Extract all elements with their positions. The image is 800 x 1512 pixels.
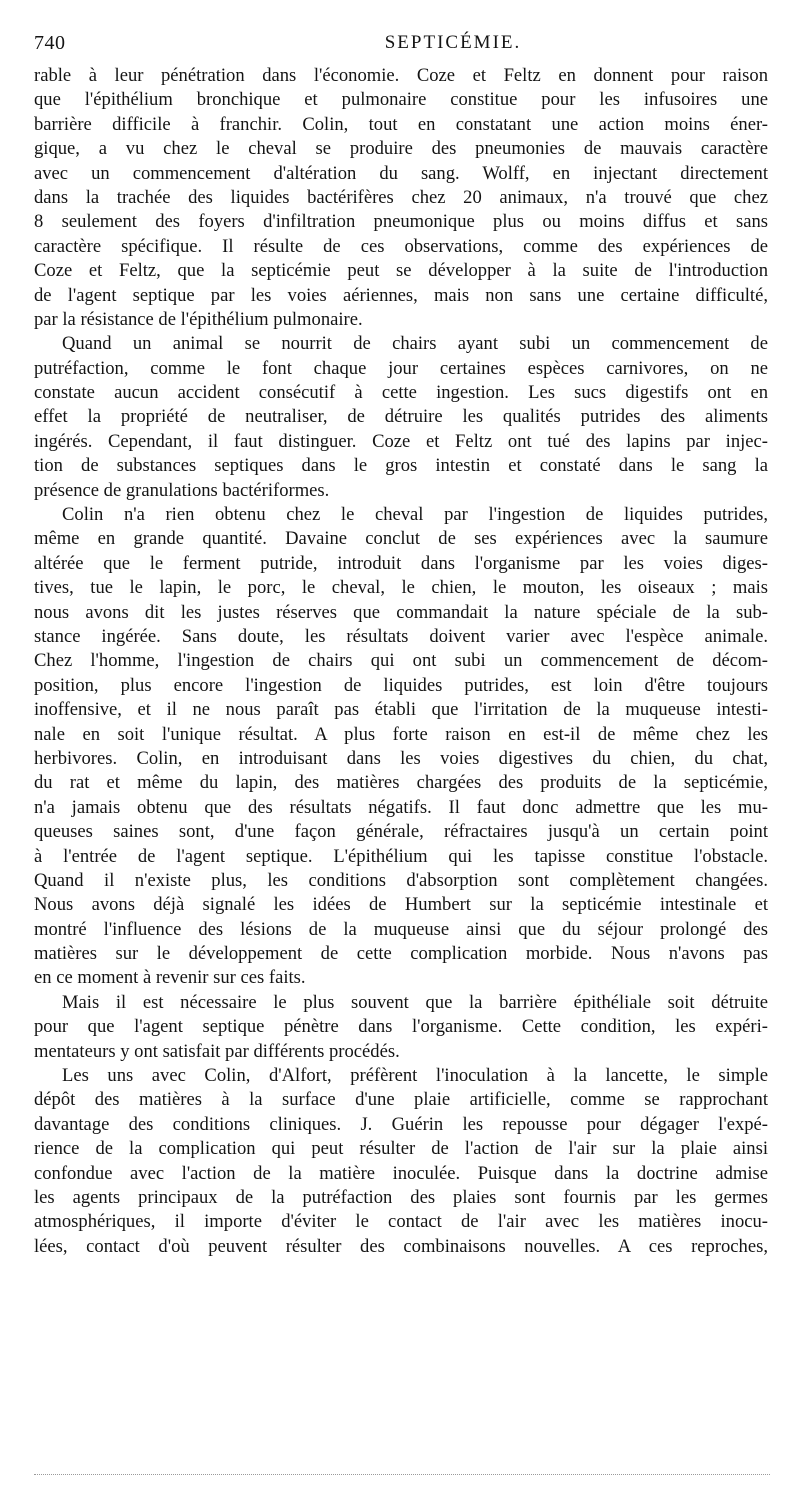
text-line: les agents principaux de la putréfaction des plaies sont fournis par les germes [34, 1186, 768, 1208]
text-line: de l'agent septique par les voies aériennes, mais non sans une certaine difficulté, [34, 284, 768, 306]
text-line: dans la trachée des liquides bactérifères chez 20 animaux, n'a trouvé que chez [34, 186, 768, 208]
text-line: avec un commencement d'altération du sang. Wolff, en injectant directement [34, 162, 768, 184]
text-line: effet la propriété de neutraliser, de détruire les qualités putrides des aliments [34, 406, 768, 428]
text-line: position, plus encore l'ingestion de liquides putrides, est loin d'être toujours [34, 674, 768, 696]
text-line: davantage des conditions cliniques. J. Guérin les repousse pour dégager l'expé- [34, 1113, 768, 1135]
running-title: SEPTICÉMIE. [384, 32, 522, 53]
text-line: Nous avons déjà signalé les idées de Humbert sur la septicémie intestinale et [34, 894, 768, 916]
text-line: confondue avec l'action de la matière inoculée. Puisque dans la doctrine admise [34, 1162, 768, 1184]
text-line: tives, tue le lapin, le porc, le cheval, le chien, le mouton, les oiseaux ; mais [34, 577, 768, 599]
text-line: nale en soit l'unique résultat. A plus forte raison en est-il de même chez les [34, 723, 768, 745]
text-line: dépôt des matières à la surface d'une plaie artificielle, comme se rapprochant [34, 1089, 768, 1111]
text-line: queuses saines sont, d'une façon générale, réfractaires jusqu'à un certain point [34, 821, 768, 843]
text-line: présence de granulations bactériformes. [34, 479, 330, 501]
text-line: herbivores. Colin, en introduisant dans les voies digestives du chien, du chat, [34, 747, 768, 769]
page-number: 740 [34, 32, 66, 54]
text-line: gique, a vu chez le cheval se produire des pneumonies de mauvais caractère [34, 138, 768, 160]
text-line: Mais il est nécessaire le plus souvent que la barrière épithéliale soit détruite [62, 991, 768, 1013]
text-line: du rat et même du lapin, des matières chargées des produits de la septicémie, [34, 772, 768, 794]
text-line: barrière difficile à franchir. Colin, tout en constatant une action moins éner- [34, 113, 768, 135]
text-line: montré l'influence des lésions de la muqueuse ainsi que du séjour prolongé des [34, 918, 768, 940]
text-line: à l'entrée de l'agent septique. L'épithélium qui les tapisse constitue l'obstacle. [34, 845, 768, 867]
text-line: tion de substances septiques dans le gros intestin et constaté dans le sang la [34, 455, 768, 477]
text-line: même en grande quantité. Davaine conclut de ses expériences avec la saumure [34, 528, 768, 550]
text-line: Chez l'homme, l'ingestion de chairs qui ont subi un commencement de décom- [34, 650, 768, 672]
text-line: altérée que le ferment putride, introduit dans l'organisme par les voies diges- [34, 552, 768, 574]
text-line: pour que l'agent septique pénètre dans l'organisme. Cette condition, les expéri- [34, 1016, 768, 1038]
bottom-dotted-rule [34, 1474, 770, 1475]
text-line: rable à leur pénétration dans l'économie. Coze et Feltz en donnent pour raison [34, 65, 768, 86]
text-line: Coze et Feltz, que la septicémie peut se développer à la suite de l'introduction [34, 260, 768, 282]
text-line: mentateurs y ont satisfait par différents procédés. [34, 1040, 400, 1062]
text-line: atmosphériques, il importe d'éviter le contact de l'air avec les matières inocu- [34, 1211, 768, 1233]
text-line: n'a jamais obtenu que des résultats négatifs. Il faut donc admettre que les mu- [34, 796, 768, 818]
text-line: Colin n'a rien obtenu chez le cheval par l'ingestion de liquides putrides, [62, 504, 768, 526]
text-line: ingérés. Cependant, il faut distinguer. Coze et Feltz ont tué des lapins par injec- [34, 430, 768, 452]
text-line: rience de la complication qui peut résulter de l'action de l'air sur la plaie ainsi [34, 1138, 768, 1160]
text-line: Les uns avec Colin, d'Alfort, préfèrent l'inoculation à la lancette, le simple [62, 1065, 768, 1087]
text-line: lées, contact d'où peuvent résulter des combinaisons nouvelles. A ces reproches, [34, 1235, 768, 1257]
text-line: en ce moment à revenir sur ces faits. [34, 967, 306, 989]
body-text [34, 64, 768, 1259]
text-line: putréfaction, comme le font chaque jour certaines espèces carnivores, on ne [34, 357, 768, 379]
text-line: 8 seulement des foyers d'infiltration pneumonique plus ou moins diffus et sans [34, 211, 768, 233]
text-line: caractère spécifique. Il résulte de ces observations, comme des expériences de [34, 235, 768, 257]
text-line: nous avons dit les justes réserves que commandait la nature spéciale de la sub- [34, 601, 768, 623]
text-line: matières sur le développement de cette complication morbide. Nous n'avons pas [34, 943, 768, 965]
text-line: constate aucun accident consécutif à cette ingestion. Les sucs digestifs ont en [34, 382, 768, 404]
text-line: Quand un animal se nourrit de chairs ayant subi un commencement de [62, 333, 768, 355]
text-line: stance ingérée. Sans doute, les résultats doivent varier avec l'espèce animale. [34, 625, 768, 647]
text-line: que l'épithélium bronchique et pulmonaire constitue pour les infusoires une [34, 89, 768, 111]
page-header [34, 32, 782, 62]
text-line: Quand il n'existe plus, les conditions d'absorption sont complètement changées. [34, 869, 768, 891]
text-line: inoffensive, et il ne nous paraît pas établi que l'irritation de la muqueuse intesti- [34, 699, 768, 721]
text-line: par la résistance de l'épithélium pulmonaire. [34, 308, 363, 330]
